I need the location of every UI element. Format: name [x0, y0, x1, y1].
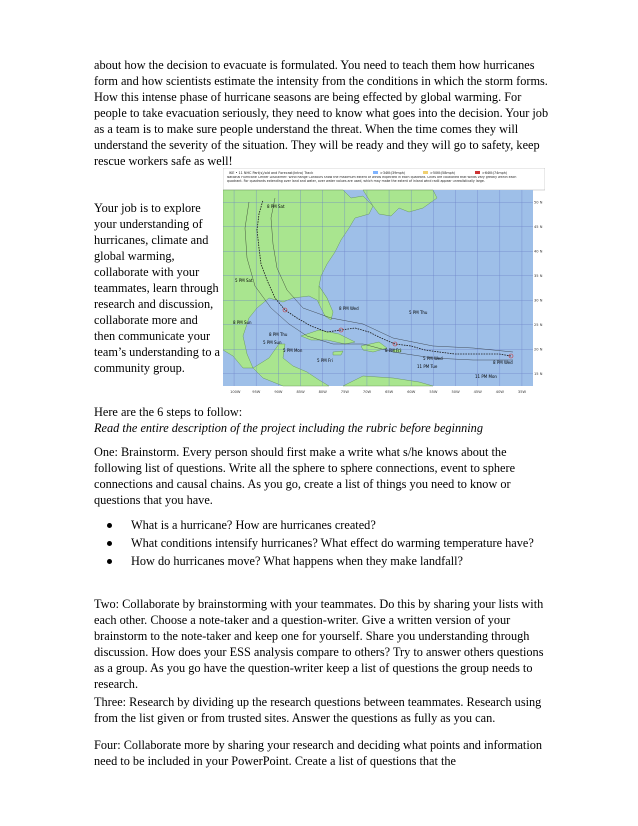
latitude-label: 20 N — [534, 347, 543, 352]
hurricane-track-map — [223, 168, 545, 398]
latitude-label: 40 N — [534, 249, 543, 254]
track-label: 11 PM Mon — [475, 374, 497, 379]
legend-64kt: >64Kt(74mph) — [482, 171, 508, 175]
map-header-title: IKE • 11 NHC Part(s)/old and Forecast(Intro) Track — [229, 171, 314, 175]
track-label: 8 PM Wed — [493, 360, 513, 365]
track-label: 8 PM Fri — [385, 348, 401, 353]
track-label: 5 PM Sat — [235, 278, 253, 283]
longitude-label: 50W — [451, 390, 460, 394]
list-item — [104, 517, 544, 533]
latitude-label: 35 N — [534, 273, 543, 278]
longitude-label: 65W — [385, 390, 394, 394]
hurricane-map-svg — [223, 168, 545, 398]
track-label: 8 PM Thu — [269, 332, 288, 337]
track-label: 8 PM Wed — [339, 306, 359, 311]
longitude-label: 85W — [296, 390, 305, 394]
longitude-label: 90W — [274, 390, 283, 394]
list-item-text: What is a hurricane? How are hurricanes created? — [131, 518, 376, 532]
track-label: 5 PM Fri — [317, 358, 333, 363]
list-item — [104, 535, 544, 551]
list-item — [104, 553, 544, 569]
legend-swatch-64kt — [475, 171, 480, 174]
longitude-label: 75W — [340, 390, 349, 394]
longitude-label: 100W — [230, 390, 241, 394]
steps-heading: Here are the 6 steps to follow: — [94, 405, 243, 419]
map-disclaimer: National Hurricane Center Disclaimer: Wind Range Contours show the maximum extent of winds expected in each quadrant. Cities are cautioned that winds vary greatly within each quadrant. For quadrants extending over land and water, over water values are used, which may make the extent of inland wind radii appear unrealistically large. — [227, 176, 517, 183]
longitude-label: 55W — [429, 390, 438, 394]
latitude-label: 15 N — [534, 371, 543, 376]
longitude-labels — [230, 390, 526, 394]
step-three-paragraph: Three: Research by dividing up the research questions between teammates. Research using from the list given or from trusted sites. Answer the questions as fully as you can. — [94, 695, 542, 725]
step-two-paragraph: Two: Collaborate by brainstorming with your teammates. Do this by sharing your lists with each other. Choose a note-taker and a question-writer. Give a written version of your brainstorm to the note-taker and keep one for yourself. Share you understanding through discussion. How does your ESS analysis compare to others? Try to answer others questions as a group. As you go have the question-writer keep a list of questions the group needs to research. — [94, 597, 544, 691]
track-label: 8 PM Sun — [233, 320, 252, 325]
longitude-label: 45W — [473, 390, 482, 394]
legend-swatch-34kt — [373, 171, 378, 174]
list-item-text: How do hurricanes move? What happens when they make landfall? — [131, 554, 464, 568]
latitude-label: 25 N — [534, 322, 543, 327]
longitude-label: 40W — [495, 390, 504, 394]
legend-34kt: >34Kt(39mph) — [380, 171, 406, 175]
list-item-text: What conditions intensify hurricanes? What effect do warming temperature have? — [131, 536, 534, 550]
track-label: 11 PM Tue — [417, 364, 438, 369]
longitude-label: 60W — [407, 390, 416, 394]
intro-paragraph: about how the decision to evacuate is formulated. You need to teach them how hurricanes form and how scientists estimate the intensity from the conditions in which the storm forms. How this intense phase of hurricane seasons are being effected by global warming. For people to take evacuation seriously, they need to know what goes into the decision. Your job as a team is to make sure people understand the threat. When the time comes they will understand the severity of the situation. They will be ready and they will go to safety, keep rescue workers safe as well! — [94, 58, 549, 168]
track-label: 5 PM Wed — [423, 356, 443, 361]
legend-swatch-50kt — [423, 171, 428, 174]
steps-note: Read the entire description of the project including the rubric before beginning — [94, 421, 483, 435]
track-label: 5 PM Sun — [263, 340, 282, 345]
steps-heading-block — [94, 404, 556, 436]
longitude-label: 95W — [252, 390, 261, 394]
legend-50kt: >50Kt(58mph) — [430, 171, 456, 175]
latitude-label: 30 N — [534, 298, 543, 303]
latitude-labels — [534, 200, 543, 376]
longitude-label: 80W — [318, 390, 327, 394]
step-four-paragraph: Four: Collaborate more by sharing your research and deciding what points and information need to be included in your PowerPoint. Create a list of questions that the — [94, 738, 543, 768]
step-one-paragraph: One: Brainstorm. Every person should first make a write what s/he knows about the following list of questions. Write all the sphere to sphere connections, event to sphere connections and causal chains. As you go, create a list of things you need to know or questions that you have. — [94, 445, 516, 507]
bullet-icon — [107, 541, 112, 546]
latitude-label: 45 N — [534, 224, 543, 229]
task-sidebar-paragraph: Your job is to explore your understanding of hurricanes, climate and global warming, collaborate with your teammates, learn through research and discussion, collaborate more and then communicate your team’s understanding to a community group. — [94, 201, 221, 375]
latitude-label: 50 N — [534, 200, 543, 205]
track-label: 8 PM Sat — [267, 204, 285, 209]
track-label: 5 PM Thu — [409, 310, 428, 315]
track-label: 5 PM Mon — [283, 348, 303, 353]
bullet-icon — [107, 559, 112, 564]
longitude-label: 35W — [517, 390, 527, 394]
question-list — [104, 517, 544, 571]
longitude-label: 70W — [362, 390, 372, 394]
bullet-icon — [107, 523, 112, 528]
